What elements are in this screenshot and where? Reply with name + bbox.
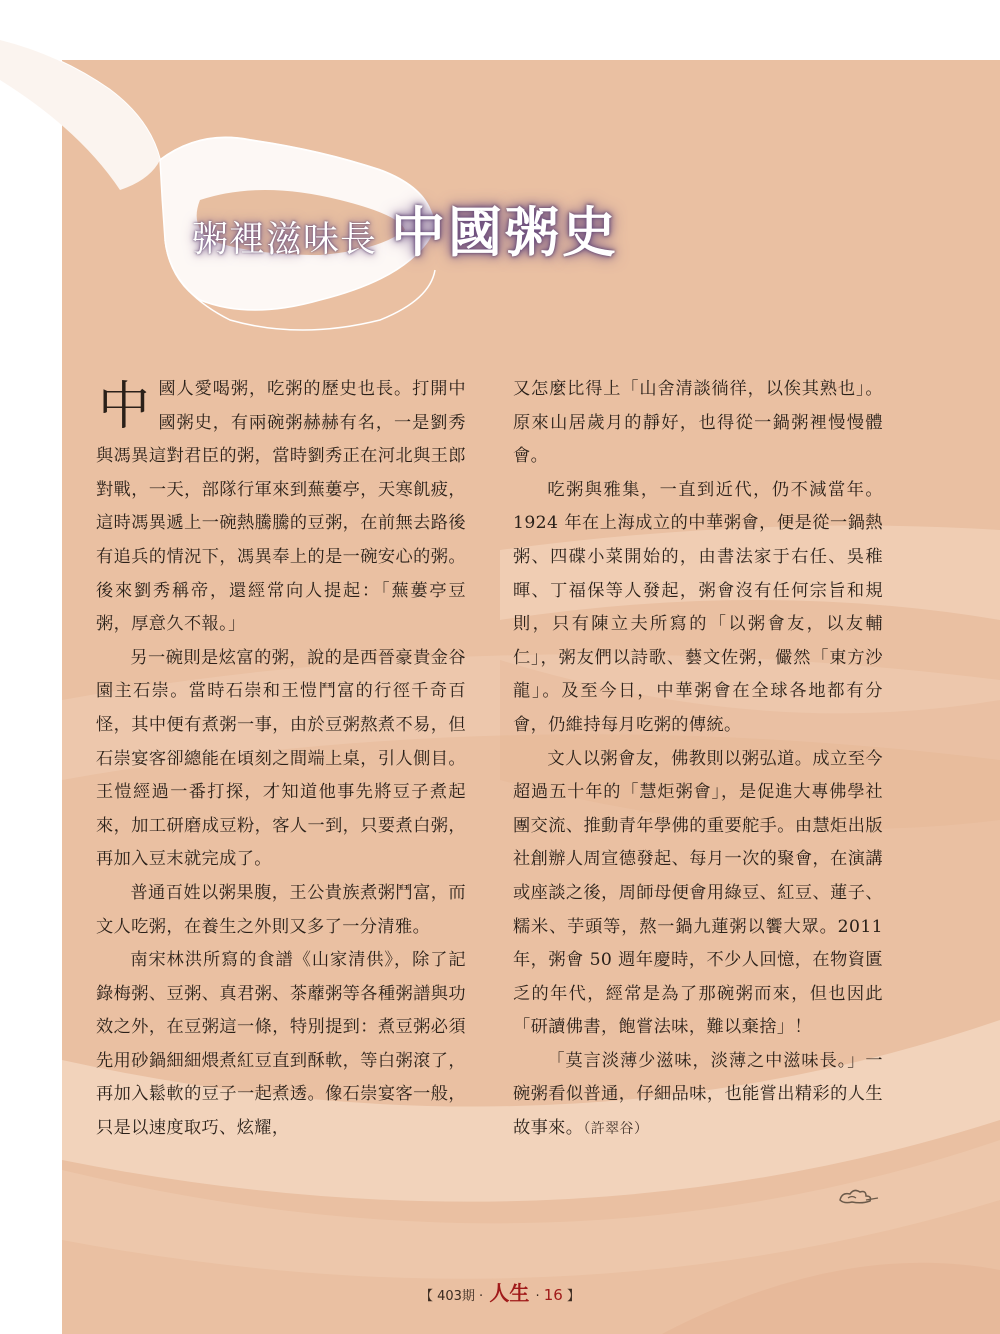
paragraph: 吃粥與雅集，一直到近代，仍不減當年。1924 年在上海成立的中華粥會，便是從一鍋熱粥、四碟小菜開始的，由書法家于右任、吳稚暉、丁福保等人發起，粥會沒有任何宗旨和規則，只有陳立夫所寫的「以粥會友，以友輔仁」，粥友們以詩歌、藝文佐粥，儼然「東方沙龍」。及至今日，中華粥會在全球各地都有分會，仍維持每月吃粥的傳統。 [513, 479, 883, 735]
page-footer [0, 1277, 1000, 1306]
page-number: 16 [543, 1286, 563, 1304]
text-column-left [96, 373, 466, 1146]
magazine-logo: 人生 [489, 1281, 530, 1305]
paragraph-text: 國人愛喝粥，吃粥的歷史也長。打開中國粥史，有兩碗粥赫赫有名，一是劉秀與馮異這對君臣的粥，當時劉秀正在河北與王郎對戰，一天，部隊行軍來到蕪蔞亭，天寒飢疲，這時馮異遞上一碗熱騰騰的豆粥，在前無去路後有追兵的情況下，馮異奉上的是一碗安心的粥。後來劉秀稱帝，還經常向人提起：「蕪蔞亭豆粥，厚意久不報。」 [96, 379, 466, 635]
paragraph [513, 1045, 883, 1147]
paragraph: 普通百姓以粥果腹，王公貴族煮粥鬥富，而文人吃粥，在養生之外則又多了一分清雅。 [96, 882, 466, 937]
footer-close: 】 [567, 1289, 581, 1304]
article-subtitle: 粥裡滋味長 [192, 219, 378, 260]
paragraph: 南宋林洪所寫的食譜《山家清供》，除了記錄梅粥、豆粥、真君粥、茶蘼粥等各種粥譜與功效之外，在豆粥這一條，特別提到：煮豆粥必須先用砂鍋細細煨煮紅豆直到酥軟，等白粥滾了，再加入鬆軟的豆子一起煮透。像石崇宴客一般，只是以速度取巧、炫耀， [96, 950, 466, 1139]
paragraph: 文人以粥會友，佛教則以粥弘道。成立至今超過五十年的「慧炬粥會」，是促進大專佛學社團交流、推動青年學佛的重要舵手。由慧炬出版社創辦人周宣德發起、每月一次的聚會，在演講或座談之後，周師母便會用綠豆、紅豆、蓮子、糯米、芋頭等，熬一鍋九蓮粥以饗大眾。2011 年，粥會 50 週年慶時，不少人回憶，在物資匱乏的年代，經常是為了那碗粥而來，但也因此「研讀佛書，飽嘗法味，難以棄捨」！ [513, 748, 883, 1038]
paragraph: 另一碗則是炫富的粥，說的是西晉豪貴金谷園主石崇。當時石崇和王愷鬥富的行徑千奇百怪，其中便有煮粥一事，由於豆粥熬煮不易，但石崇宴客卻總能在頃刻之間端上桌，引人側目。王愷經過一番打探，才知道他事先將豆子煮起來，加工研磨成豆粉，客人一到，只要煮白粥，再加入豆末就完成了。 [96, 647, 466, 870]
issue-label: 【 403期 · [419, 1289, 484, 1304]
paragraph-text: 「莫言淡薄少滋味，淡薄之中滋味長。」一碗粥看似普通，仔細品味，也能嘗出精彩的人生故事來。 [513, 1050, 883, 1139]
paragraph: 又怎麼比得上「山舍清談徜徉，以俟其熟也」。原來山居歲月的靜好，也得從一鍋粥裡慢慢體會。 [513, 379, 883, 467]
text-column-right [513, 373, 883, 1147]
footer-separator: · [535, 1289, 540, 1304]
drop-cap: 中 [98, 377, 151, 437]
cloud-ornament-icon [836, 1186, 880, 1208]
paragraph [96, 373, 466, 642]
article-title-block [192, 198, 619, 268]
author-credit: （許翠谷） [583, 1121, 649, 1138]
article-title: 中國粥史 [391, 201, 620, 264]
